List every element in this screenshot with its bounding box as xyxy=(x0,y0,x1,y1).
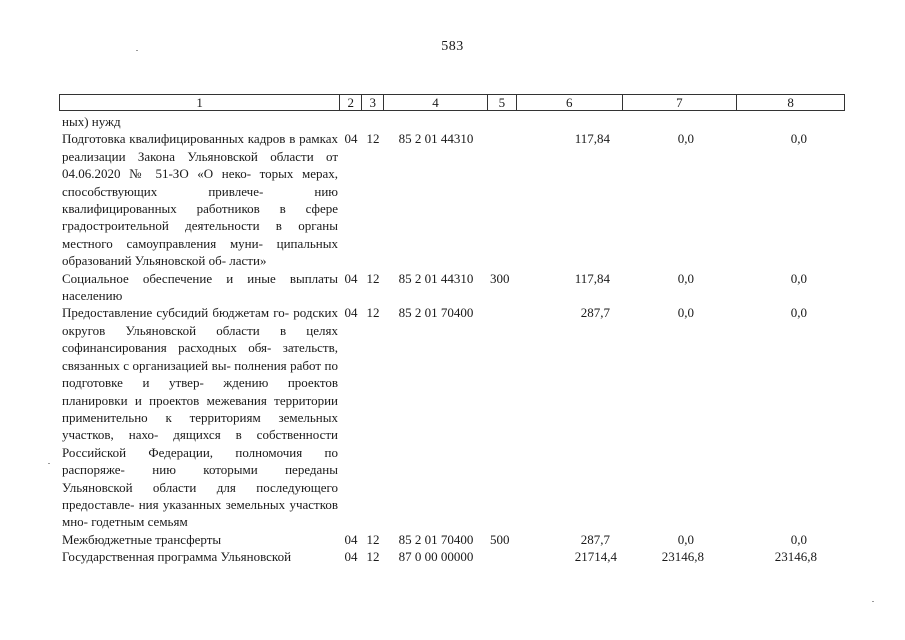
row-code: 85 2 01 70400 xyxy=(398,305,474,321)
table-row xyxy=(59,270,845,305)
row-value-3: 0,0 xyxy=(790,305,807,321)
row-value-3 xyxy=(738,113,845,130)
row-name: Подготовка квалифицированных кадров в рамках реализации Закона Ульяновской области от 04.06.2020 № 51-ЗО «О неко- торых мерах, способствующих привлече- нию квалифицированных работников в сфере градостроительной деятельности в органы местного самоуправления муни- ципальных образований Ульяновской об- ласти» xyxy=(62,131,338,269)
scan-speck xyxy=(136,50,138,51)
row-code: 85 2 01 44310 xyxy=(398,270,474,286)
row-value-1: 117,84 xyxy=(574,270,610,286)
header-col-3: 3 xyxy=(362,95,384,110)
row-code xyxy=(384,113,488,130)
table-header-row xyxy=(59,94,845,111)
row-type xyxy=(488,548,517,565)
row-value-2: 0,0 xyxy=(677,131,694,147)
row-value-1: 117,84 xyxy=(574,131,610,147)
row-value-3: 0,0 xyxy=(790,270,807,286)
row-code: 85 2 01 44310 xyxy=(398,131,474,147)
header-col-4: 4 xyxy=(384,95,488,110)
table-row xyxy=(59,304,845,530)
scan-speck xyxy=(872,601,874,602)
row-section: 04 xyxy=(344,131,358,147)
row-value-2: 23146,8 xyxy=(661,549,704,565)
row-subsection: 12 xyxy=(366,131,380,147)
header-col-1: 1 xyxy=(60,95,340,110)
header-col-5: 5 xyxy=(488,95,517,110)
row-value-1 xyxy=(517,113,623,130)
row-name: Социальное обеспечение и иные выплаты населению xyxy=(62,270,338,304)
row-name: Государственная программа Ульяновской xyxy=(62,549,292,565)
row-type xyxy=(488,130,517,269)
table-row xyxy=(59,130,845,269)
scan-speck xyxy=(48,463,50,464)
row-value-3: 0,0 xyxy=(790,131,807,147)
table-row xyxy=(59,531,845,548)
row-section xyxy=(340,113,362,130)
row-value-2: 0,0 xyxy=(677,305,694,321)
page-number: 583 xyxy=(441,39,464,54)
row-value-1: 287,7 xyxy=(580,305,610,321)
row-value-1: 21714,4 xyxy=(574,549,617,565)
row-code: 87 0 00 00000 xyxy=(398,549,474,565)
row-section: 04 xyxy=(344,305,358,321)
row-value-1: 287,7 xyxy=(580,531,610,547)
header-col-6: 6 xyxy=(517,95,623,110)
table-row xyxy=(59,548,845,565)
row-section: 04 xyxy=(344,549,358,565)
row-name: ных) нужд xyxy=(62,114,121,129)
row-value-2: 0,0 xyxy=(677,531,694,547)
row-subsection: 12 xyxy=(366,531,380,547)
row-value-3: 23146,8 xyxy=(774,549,817,565)
row-code: 85 2 01 70400 xyxy=(398,531,474,547)
row-name: Межбюджетные трансферты xyxy=(62,531,222,547)
row-type: 300 xyxy=(490,270,510,286)
row-subsection xyxy=(362,113,384,130)
row-subsection: 12 xyxy=(366,549,380,565)
budget-table xyxy=(59,94,845,566)
row-name: Предоставление субсидий бюджетам го- родских округов Ульяновской области в целях софинансирования расходных обя- зательств, связанных с организацией вы- полнения работ по подготовке и утвер- ждению проектов планировки и проектов межевания территории применительно к территориям земельных участков, нахо- дящихся в собственности Российской Федерации, полномочия по распоряже- нию которыми переданы Ульяновской области для последующего предоставле- ния указанных земельных участков мно- годетным семьям xyxy=(62,305,338,530)
table-row xyxy=(59,113,845,130)
header-col-7: 7 xyxy=(623,95,738,110)
row-subsection: 12 xyxy=(366,270,380,286)
row-value-3: 0,0 xyxy=(790,531,807,547)
row-value-2 xyxy=(623,113,738,130)
row-value-2: 0,0 xyxy=(677,270,694,286)
row-type xyxy=(488,113,517,130)
row-type: 500 xyxy=(490,531,510,547)
row-type xyxy=(488,304,517,530)
header-col-2: 2 xyxy=(340,95,362,110)
row-subsection: 12 xyxy=(366,305,380,321)
header-col-8: 8 xyxy=(787,95,794,110)
row-section: 04 xyxy=(344,531,358,547)
row-section: 04 xyxy=(344,270,358,286)
